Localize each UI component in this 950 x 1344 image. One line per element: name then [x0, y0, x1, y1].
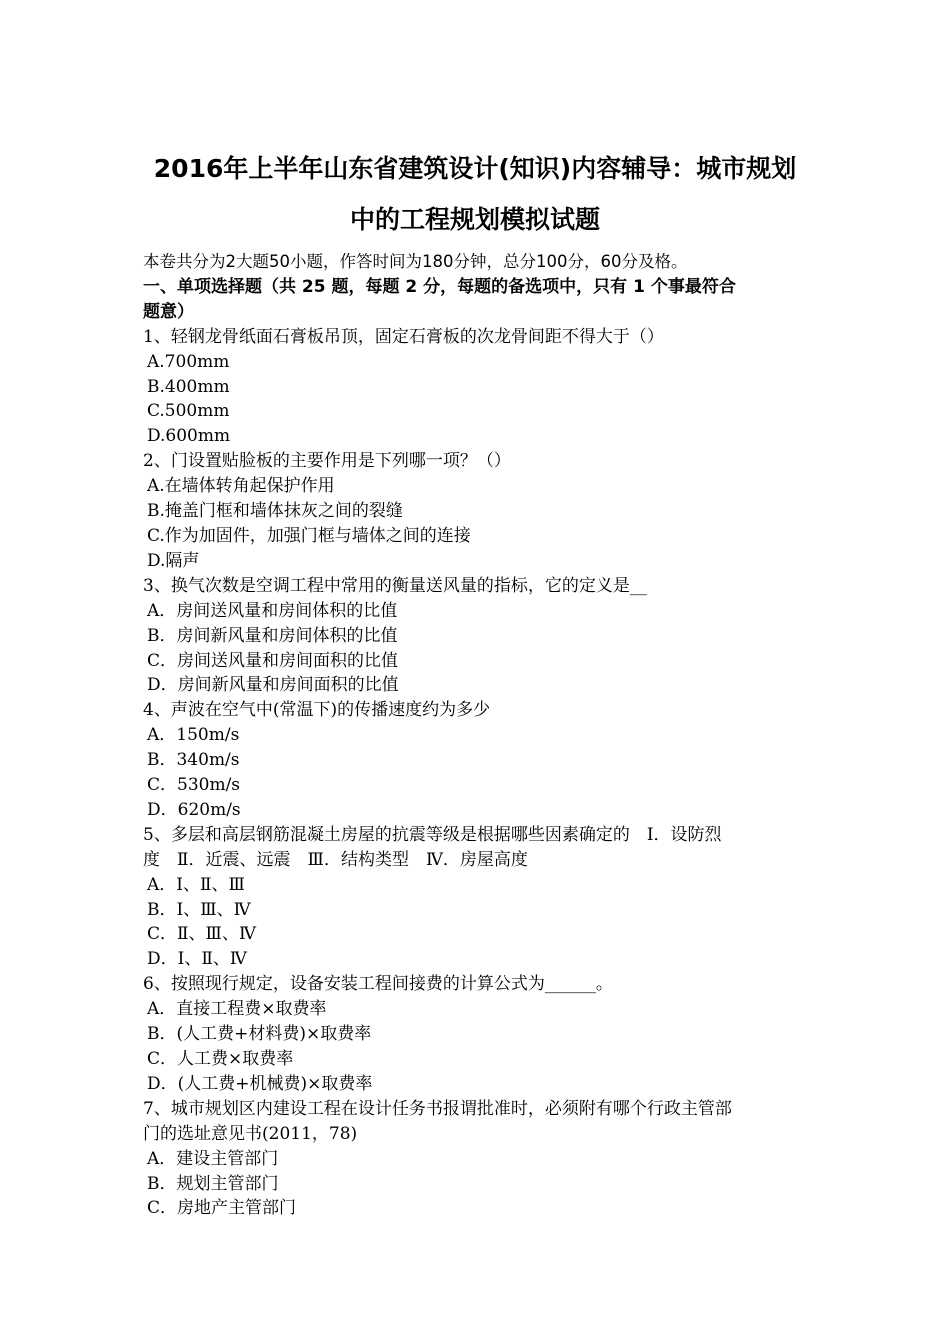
- answer-option: D.隔声: [147, 550, 200, 571]
- answer-option: A.在墙体转角起保护作用: [147, 476, 335, 497]
- question-item: [143, 823, 813, 972]
- question-stem: 1、轻钢龙骨纸面石膏板吊顶，固定石膏板的次龙骨间距不得大于（）: [143, 326, 664, 347]
- answer-option: A．房间送风量和房间体积的比值: [147, 600, 398, 621]
- question-item: [143, 972, 813, 1097]
- exam-intro: 本卷共分为2大题50小题，作答时间为180分钟，总分100分，60分及格。: [143, 252, 688, 271]
- answer-option: D．620m/s: [147, 799, 241, 820]
- question-item: [143, 325, 813, 450]
- question-list: [143, 325, 813, 1222]
- question-item: [143, 574, 813, 699]
- question-stem: 4、声波在空气中(常温下)的传播速度约为多少: [143, 700, 491, 721]
- question-stem: 3、换气次数是空调工程中常用的衡量送风量的指标，它的定义是__: [143, 575, 647, 596]
- section-heading-cont: 题意）: [143, 301, 194, 322]
- answer-option: A．150m/s: [147, 725, 240, 746]
- question-item: [143, 449, 813, 574]
- answer-option: C．530m/s: [147, 775, 241, 796]
- question-item: [143, 1097, 813, 1222]
- answer-option: B．(人工费+材料费)×取费率: [147, 1024, 372, 1045]
- answer-option: C.500mm: [147, 401, 230, 422]
- answer-option: A．Ⅰ、Ⅱ、Ⅲ: [147, 874, 245, 895]
- answer-option: C.作为加固件，加强门框与墙体之间的连接: [147, 525, 471, 546]
- answer-option: B．规划主管部门: [147, 1173, 279, 1194]
- answer-option: A.700mm: [147, 351, 230, 372]
- answer-option: B．Ⅰ、Ⅲ、Ⅳ: [147, 899, 251, 920]
- answer-option: D．房间新风量和房间面积的比值: [147, 675, 399, 696]
- question-item: [143, 698, 813, 823]
- answer-option: D．(人工费+机械费)×取费率: [147, 1073, 373, 1094]
- question-stem: 门的选址意见书(2011，78): [143, 1123, 358, 1144]
- question-stem: 5、多层和高层钢筋混凝土房屋的抗震等级是根据哪些因素确定的 Ⅰ．设防烈: [143, 824, 722, 845]
- document-title-line2: 中的工程规划模拟试题: [349, 205, 600, 234]
- answer-option: A．建设主管部门: [147, 1148, 279, 1169]
- answer-option: A．直接工程费×取费率: [147, 999, 327, 1020]
- document-body: [143, 250, 813, 1221]
- answer-option: D.600mm: [147, 426, 231, 447]
- question-stem: 度 Ⅱ．近震、远震 Ⅲ．结构类型 Ⅳ．房屋高度: [143, 849, 528, 870]
- answer-option: C．房间送风量和房间面积的比值: [147, 650, 399, 671]
- answer-option: B．房间新风量和房间体积的比值: [147, 625, 398, 646]
- question-stem: 2、门设置贴脸板的主要作用是下列哪一项？（）: [143, 451, 511, 472]
- answer-option: B.掩盖门框和墙体抹灰之间的裂缝: [147, 501, 403, 522]
- answer-option: C．人工费×取费率: [147, 1049, 294, 1069]
- section-heading: 一、单项选择题（共 25 题，每题 2 分，每题的备选项中，只有 1 个事最符合: [143, 276, 736, 297]
- document-title-line1: 2016年上半年山东省建筑设计(知识)内容辅导：城市规划: [153, 154, 797, 183]
- answer-option: C．Ⅱ、Ⅲ、Ⅳ: [147, 924, 256, 945]
- answer-option: B.400mm: [147, 376, 230, 397]
- question-stem: 6、按照现行规定，设备安装工程间接费的计算公式为______。: [143, 974, 613, 995]
- question-stem: 7、城市规划区内建设工程在设计任务书报谓批准时，必须附有哪个行政主管部: [143, 1098, 732, 1119]
- answer-option: D．Ⅰ、Ⅱ、Ⅳ: [147, 949, 247, 970]
- answer-option: C．房地产主管部门: [147, 1198, 297, 1219]
- answer-option: B．340m/s: [147, 750, 240, 771]
